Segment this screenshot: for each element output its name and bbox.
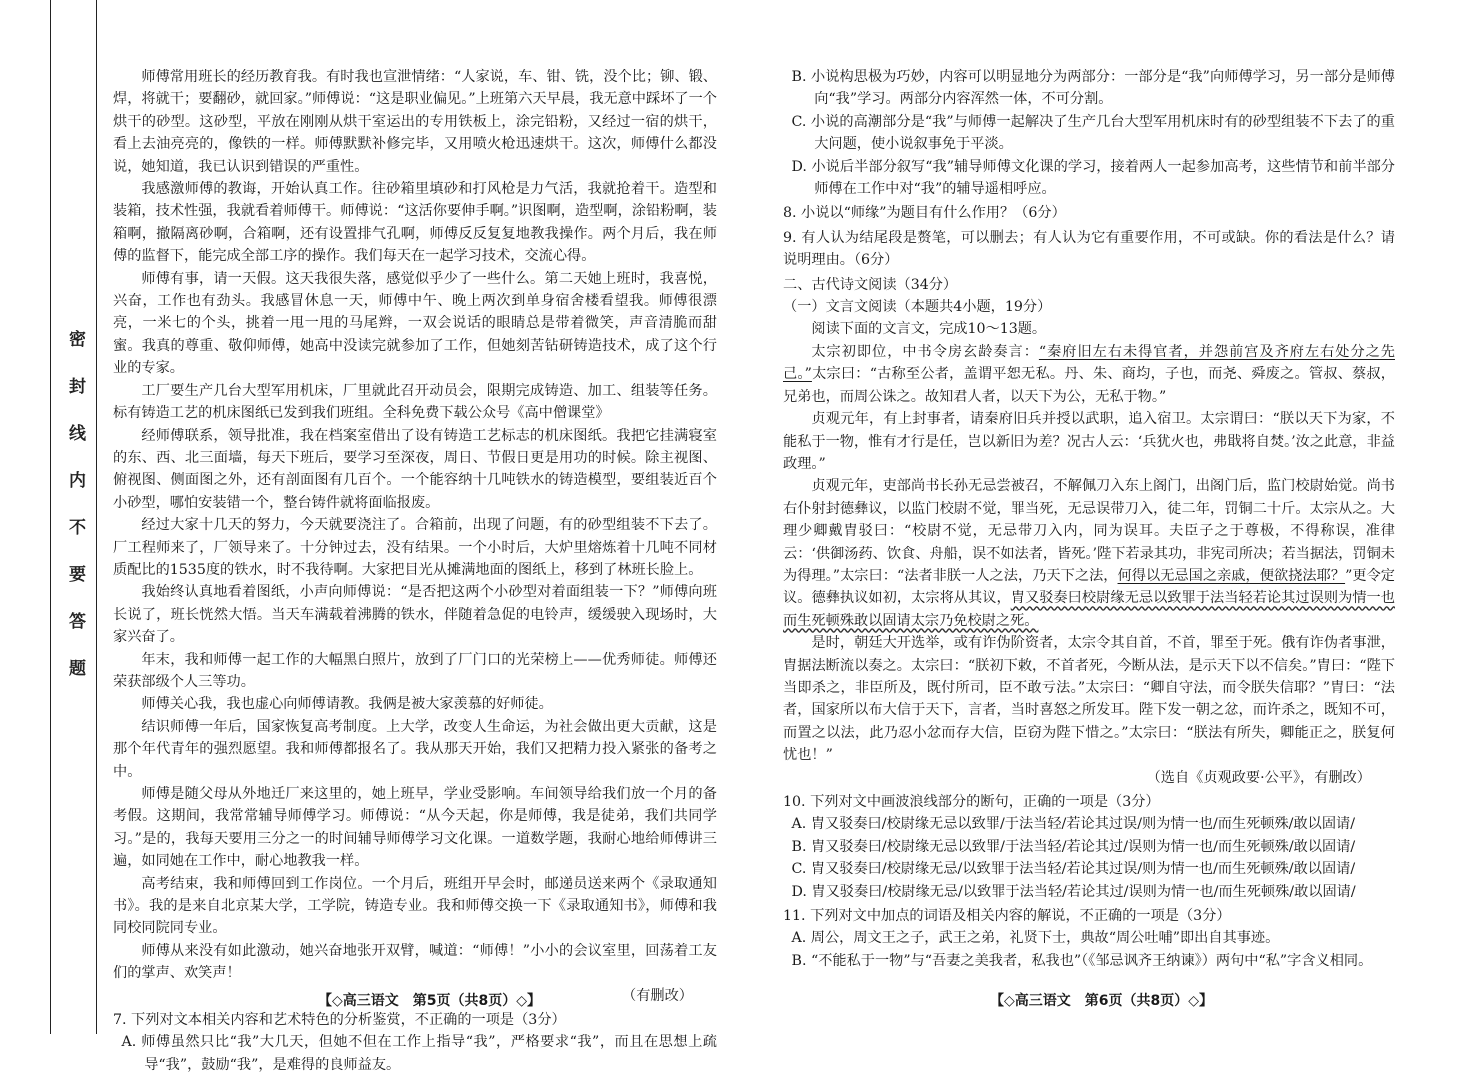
story-paragraph: 师傅常用班长的经历教育我。有时我也宣泄情绪：“人家说，车、钳、铣，没个比；铆、锻、焊，将就干；要翻砂，就回家。”师傅说：“这是职业偏见。”上班第六天早晨，我无意中踩坏了一个烘干的砂型。这砂型，平放在刚刚从烘干室运出的专用铁板上，涂完铅粉，又经过一宿的烘干，看上去油亮亮的，像铁的一样。师傅默默补修完毕，又用喷火枪迅速烘干。这次，师傅什么都没说，她知道，我已认识到错误的严重性。 [113, 69, 717, 175]
classical-paragraph [783, 475, 1395, 632]
story-paragraph: 我感激师傅的教诲，开始认真工作。往砂箱里填砂和打风枪是力气活，我就抢着干。造型和装箱，技术性强，我就看着师傅干。师傅说：“这活你要伸手啊。”识图啊，造型啊，涂铅粉啊，装箱啊，撤隔离砂啊，合箱啊，还有设置排气孔啊，师傅反反复复地教我操作。两个月后，我在师傅的监督下，能完成全部工序的操作。我们每天在一起学习技术，交流心得。 [113, 181, 717, 265]
binding-line-outer [50, 0, 51, 1034]
question-11-option-b: B. “不能私于一物”与“吾妻之美我者，私我也”（《邹忌讽齐王纳谏》）两句中“私”字含义相同。 [791, 952, 1373, 969]
question-10-stem: 10. 下列对文中画波浪线部分的断句，正确的一项是（3分） [783, 794, 1160, 810]
classical-paragraph [783, 341, 1395, 408]
classical-text: 贞观元年，吏部尚书长孙无忌尝被召，不解佩刀入东上阁门，出阁门后，监门校尉始觉。尚书右仆射封德彝议，以监门校尉不觉，罪当死，无忌误带刀入，徒二年，罚铜二十斤。太宗从之。大理少卿戴胄驳曰：“校尉不觉，无忌带刀入内，同为误耳。夫臣子之于尊极，不得称误，准律云：‘供御汤药、饮食、舟船，误不如法者，皆死。’陛下若录其功，非宪司所决；若当据法，罚铜未为得理。”太宗曰：“法者非朕一人之法，乃天下之法， [783, 478, 1395, 584]
classical-text: 太宗初即位，中书令房玄龄奏言： [811, 343, 1039, 360]
subsection-heading: （一）文言文阅读（本题共4小题，19分） [783, 299, 1052, 316]
story-paragraph: 经过大家十几天的努力，今天就要浇注了。合箱前，出现了问题，有的砂型组装不下去了。厂工程师来了，厂领导来了。十分钟过去，没有结果。一个小时后，大炉里熔炼着十几吨不同材质配比的1535度的铁水，时不我待啊。大家把目光从摊满地面的图纸上，移到了林班长脸上。 [113, 517, 717, 578]
classical-paragraph: 是时，朝廷大开选举，或有诈伪阶资者，太宗令其自首，不首，罪至于死。俄有诈伪者事泄，胄据法断流以奏之。太宗曰：“朕初下敕，不首者死，今断从法，是示天下以不信矣。”胄曰：“陛下当即杀之，非臣所及，既付所司，臣不敢亏法。”太宗曰：“卿自守法，而令朕失信耶？”胄曰：“法者，国家所以布大信于天下，言者，当时喜怒之所发耳。陛下发一朝之忿，而许杀之，既知不可，而置之以法，此乃忍小忿而存大信，臣窃为陛下惜之。”太宗曰：“朕法有所失，卿能正之，朕复何忧也！” [783, 635, 1395, 764]
wavy-underlined-passage: 胄又驳奏曰校尉缘无忌以致罪于法当轻若论其过误则为情一也而生死顿殊敢以固请太宗乃免校尉之死。 [783, 590, 1395, 629]
question-10-option-d: D. 胄又驳奏曰/校尉缘无忌/以致罪于法当轻/若论其过/误则为情一也/而生死顿殊/敢以固请/ [791, 883, 1356, 900]
question-7-option-c: C. 小说的高潮部分是“我”与师傅一起解决了生产几台大型军用机床时有的砂型组装不下去了的重大问题，使小说叙事免于平淡。 [791, 113, 1395, 153]
story-paragraph: 结识师傅一年后，国家恢复高考制度。上大学，改变人生命运，为社会做出更大贡献，这是那个年代青年的强烈愿望。我和师傅都报名了。我从那天开始，我们又把精力投入紧张的备考之中。 [113, 718, 717, 780]
story-paragraph: 高考结束，我和师傅回到工作岗位。一个月后，班组开早会时，邮递员送来两个《录取通知书》。我的是来自北京某大学，工学院，铸造专业。我和师傅交换一下《录取通知书》，师傅和我同校同院同专业。 [113, 875, 717, 937]
question-7-option-d: D. 小说后半部分叙写“我”辅导师傅文化课的学习，接着两人一起参加高考，这些情节和前半部分师傅在工作中对“我”的辅导遥相呼应。 [791, 158, 1395, 198]
story-paragraph: 我始终认真地看着图纸，小声向师傅说：“是否把这两个小砂型对着面组装一下？”师傅向班长说了，班长恍然大悟。当天车满载着沸腾的铁水，伴随着急促的电铃声，缓缓驶入现场时，大家兴奋了。 [113, 584, 717, 646]
classical-text: 太宗曰：“古称至公者，盖谓平恕无私。丹、朱、商均，子也，而尧、舜废之。管叔、蔡叔，兄弟也，而周公诛之。故知君人者，以天下为公，无私于物。” [783, 366, 1395, 405]
binding-margin [0, 0, 100, 1034]
story-paragraph: 师傅有事，请一天假。这天我很失落，感觉似乎少了一些什么。第二天她上班时，我喜悦，兴奋，工作也有劲头。我感冒休息一天，师傅中午、晚上两次到单身宿舍楼看望我。师傅很漂亮，一米七的个头，挑着一甩一甩的马尾辫，一双会说话的眼睛总是带着微笑，声音清脆而甜蜜。我真的尊重、敬仰师傅，她高中没读完就参加了工作，但她刻苦钻研铸造技术，成了这个行业的专家。 [113, 270, 717, 377]
question-11-option-a: A. 周公，周文王之子，武王之弟，礼贤下士，典故“周公吐哺”即出自其事迹。 [791, 930, 1280, 947]
question-7-option-a: A. 师傅虽然只比“我”大几天，但她不但在工作上指导“我”，严格要求“我”，而且在思想上疏导“我”，鼓励“我”，是难得的良师益友。 [121, 1034, 717, 1073]
underlined-sentence: “秦府旧左右未得官者，并怨前宫及齐府左右处分之先己。” [783, 343, 1395, 383]
section-heading: 二、古代诗文阅读（34分） [783, 276, 958, 293]
underlined-sentence: 何得以无忌国之亲戚，便欲挠法耶？ [1117, 567, 1346, 584]
question-7-option-b: B. 小说构思极为巧妙，内容可以明显地分为两部分：一部分是“我”向师傅学习，另一部分是师傅向“我”学习。两部分内容浑然一体，不可分割。 [791, 69, 1395, 108]
question-7-stem: 7. 下列对文本相关内容和艺术特色的分析鉴赏，不正确的一项是（3分） [113, 1012, 566, 1029]
story-source-note: （有删改） [622, 987, 693, 1004]
reading-instruction: 阅读下面的文言文，完成10～13题。 [811, 321, 1047, 338]
story-paragraph: 年末，我和师傅一起工作的大幅黑白照片，放到了厂门口的光荣榜上——优秀师徒。师傅还荣获部级个人三等功。 [113, 651, 717, 690]
binding-line-inner [96, 0, 97, 1034]
question-11-stem: 11. 下列对文中加点的词语及相关内容的解说，不正确的一项是（3分） [783, 908, 1231, 925]
page-footer-right: 【◇高三语文 第6页（共8页）◇】 [990, 993, 1214, 1009]
story-paragraph: 师傅关心我，我也虚心向师傅请教。我俩是被大家羡慕的好师徒。 [141, 696, 553, 713]
story-paragraph: 工厂要生产几台大型军用机床，厂里就此召开动员会，限期完成铸造、加工、组装等任务。标有铸造工艺的机床图纸已发到我们班组。全科免费下载公众号《高中僧课堂》 [113, 382, 717, 422]
classical-paragraph: 贞观元年，有上封事者，请秦府旧兵并授以武职，追入宿卫。太宗谓曰：“朕以天下为家，不能私于一物，惟有才行是任，岂以新旧为差？况古人云：‘兵犹火也，弗戢将自焚。’汝之此意，非益政理。” [783, 411, 1395, 472]
right-page-column [783, 66, 1395, 984]
question-10-option-b: B. 胄又驳奏曰/校尉缘无忌以致罪/于法当轻/若论其过/误则为情一也/而生死顿殊/敢以固请/ [791, 838, 1356, 855]
story-paragraph: 师傅是随父母从外地迁厂来这里的，她上班早，学业受影响。车间领导给我们放一个月的备考假。这期间，我常常辅导师傅学习。师傅说：“从今天起，你是师傅，我是徒弟，我们共同学习。”是的，我每天要用三分之一的时间辅导师傅学习文化课。一道数学题，我耐心地给师傅讲三遍，如同她在工作中，耐心地教我一样。 [113, 786, 717, 870]
story-paragraph: 师傅从来没有如此激动，她兴奋地张开双臂，喊道：“师傅！”小小的会议室里，回荡着工友们的掌声、欢笑声！ [113, 942, 717, 982]
question-9: 9. 有人认为结尾段是赘笔，可以删去；有人认为它有重要作用，不可或缺。你的看法是什么？请说明理由。（6分） [783, 229, 1395, 269]
question-10-option-a: A. 胄又驳奏曰/校尉缘无忌以致罪/于法当轻/若论其过误/则为情一也/而生死顿殊/敢以固请/ [791, 816, 1355, 833]
story-paragraph: 经师傅联系，领导批准，我在档案室借出了设有铸造工艺标志的机床图纸。我把它挂满寝室的东、西、北三面墙，每天下班后，要学习至深夜，周日、节假日更是用功的时候。除主视图、俯视图、侧面图之外，还有剖面图有几百个。一个能容纳十几吨铁水的铸造模型，要组装近百个小砂型，哪怕安装错一个，整台铸件就将面临报废。 [113, 427, 717, 511]
question-10-option-c: C. 胄又驳奏曰/校尉缘无忌/以致罪于法当轻/若论其过误/则为情一也/而生死顿殊/敢以固请/ [791, 861, 1356, 878]
classical-text: ”更令定议。德彝执议如初，太宗将从其议， [783, 567, 1395, 607]
page-footer-left: 【◇高三语文 第5页（共8页）◇】 [318, 993, 542, 1009]
question-8: 8. 小说以“师缘”为题目有什么作用？（6分） [783, 205, 1066, 222]
binding-notice: 密封线内不要答题 [65, 330, 85, 706]
classical-source: （选自《贞观政要·公平》，有删改） [1146, 769, 1371, 786]
